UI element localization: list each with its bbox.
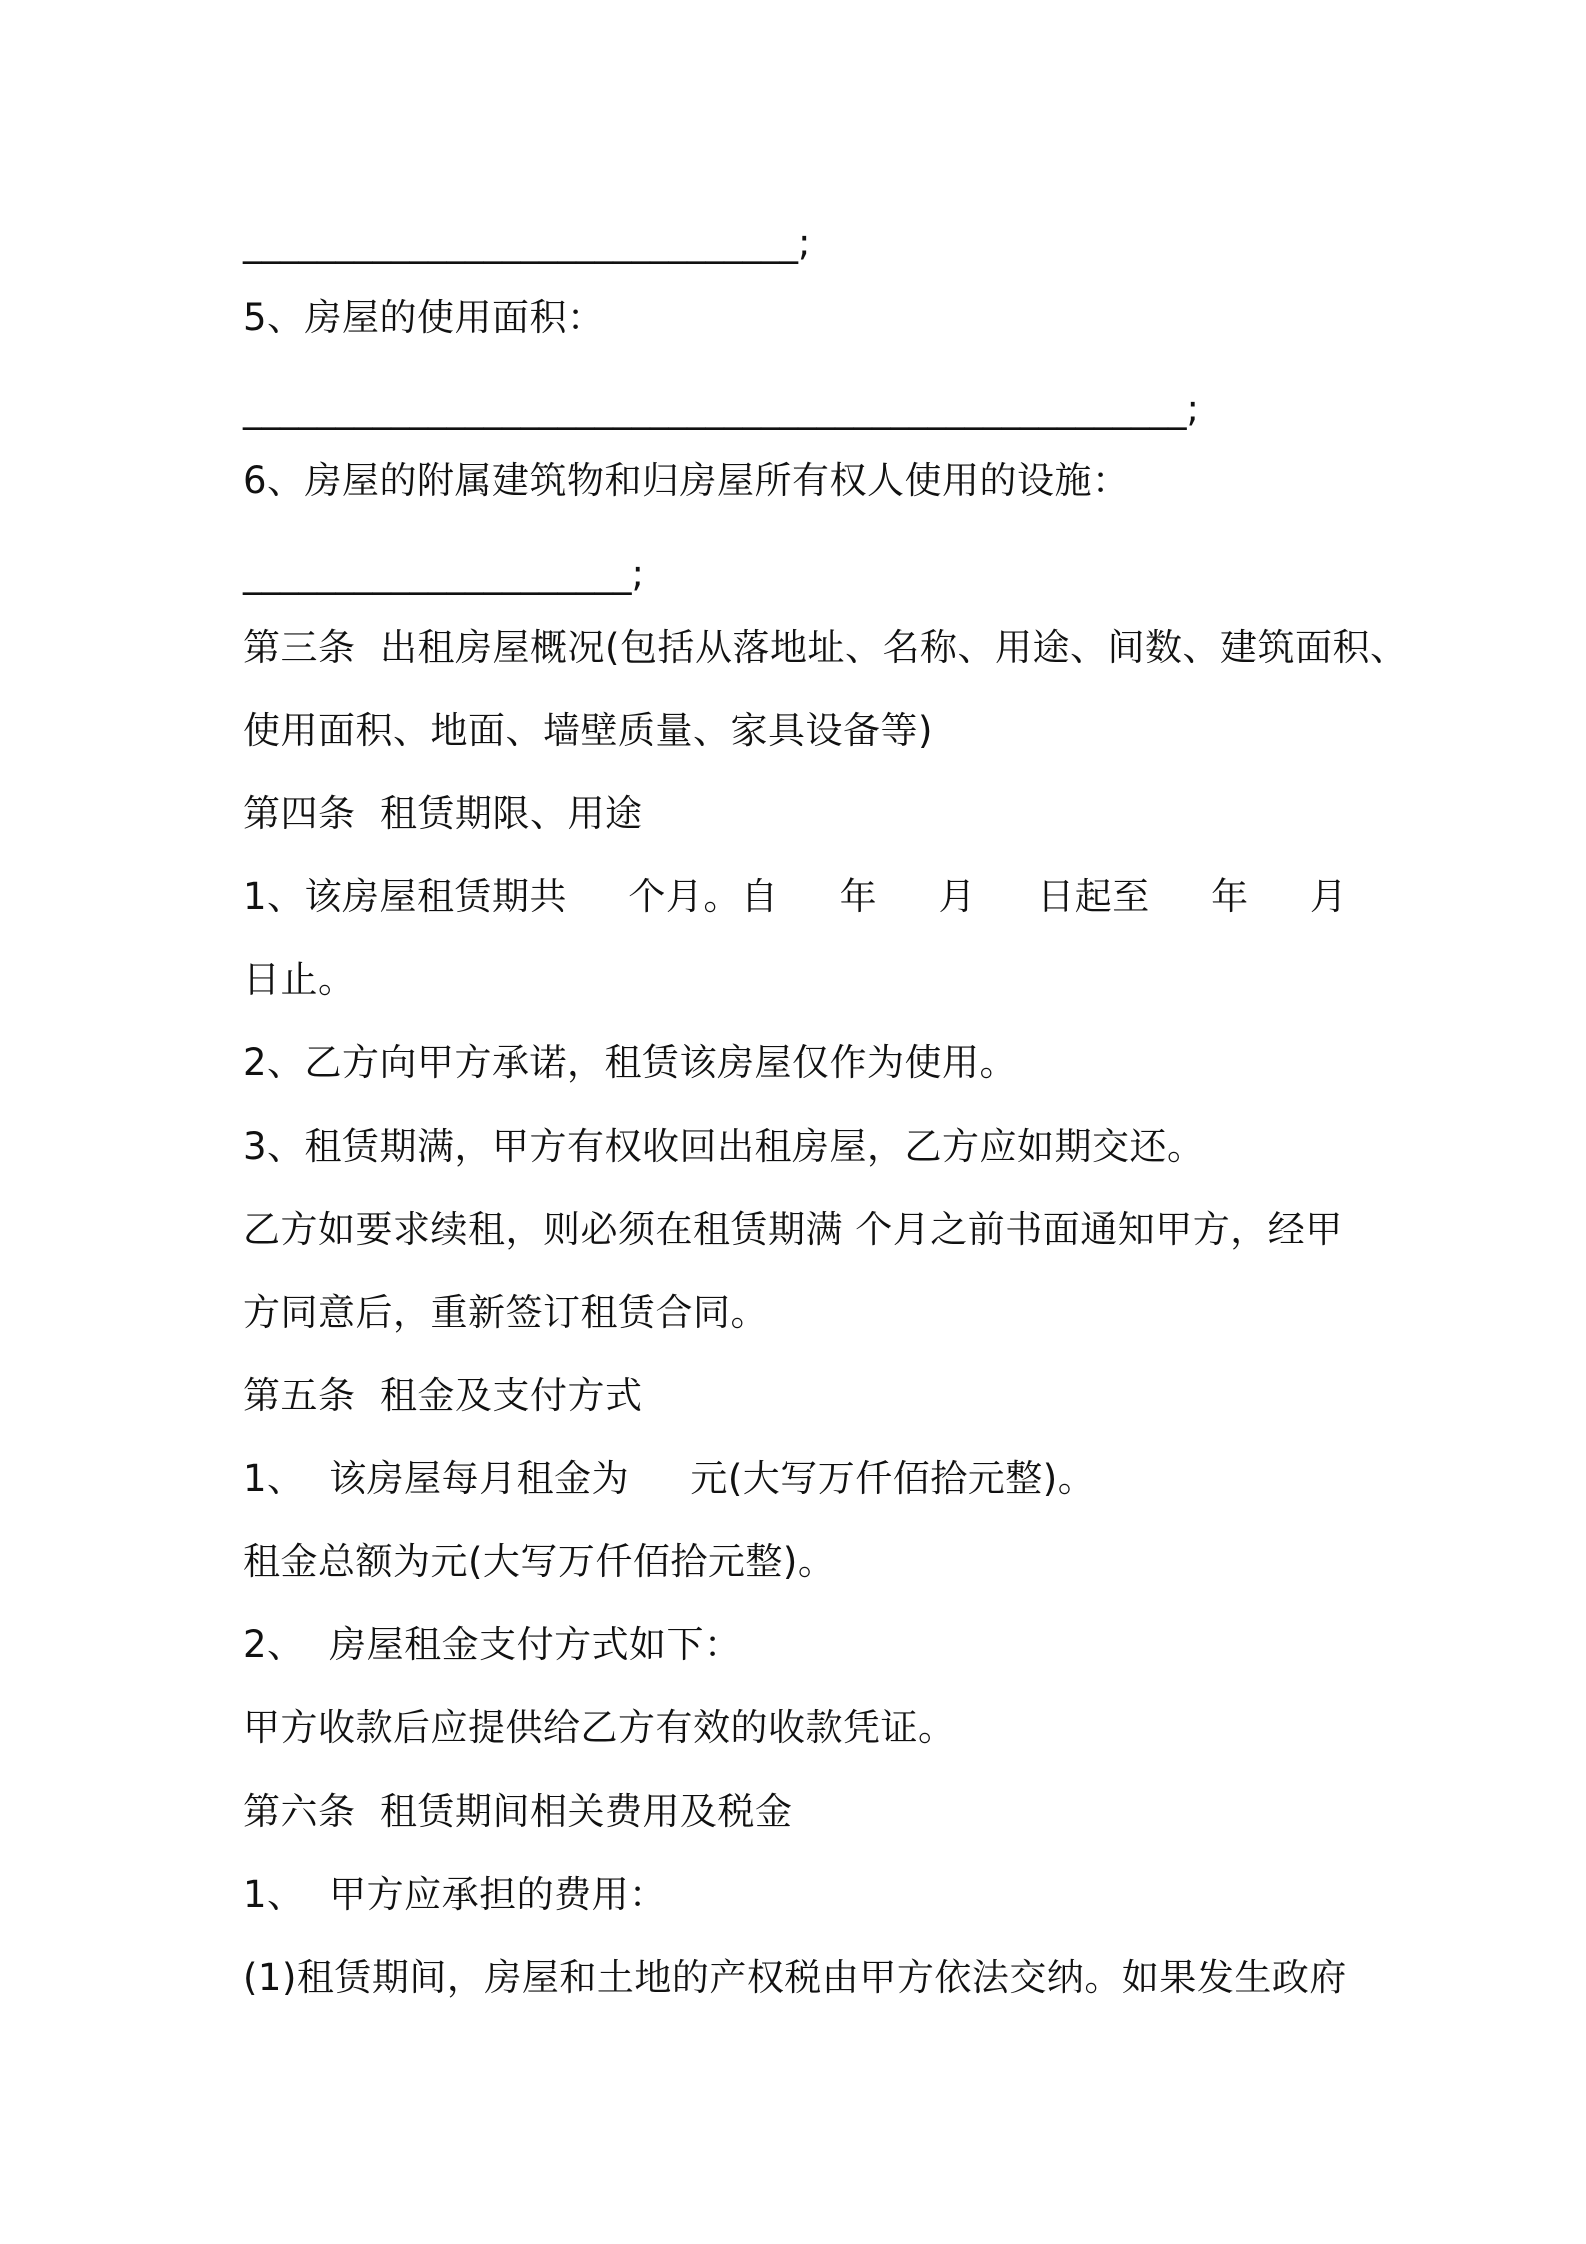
article-4-heading: 第四条 租赁期限、用途 <box>243 792 643 835</box>
clause-usable-area: 5、房屋的使用面积： <box>243 296 605 339</box>
clause-payment-method: 2、 房屋租金支付方式如下： <box>243 1623 742 1666</box>
clause-attached-facilities: 6、房屋的附属建筑物和归房屋所有权人使用的设施： <box>243 459 1130 502</box>
clause-total-rent: 租金总额为元(大写万仟佰拾元整)。 <box>243 1540 836 1583</box>
clause-usage-promise: 2、乙方向甲方承诺，租赁该房屋仅作为使用。 <box>243 1041 1018 1084</box>
blank-line-fill: _____________________; <box>243 552 644 595</box>
article-3-heading: 第三条 出租房屋概况(包括从落地址、名称、用途、间数、建筑面积、 <box>243 626 1408 669</box>
clause-renewal: 乙方如要求续租，则必须在租赁期满 个月之前书面通知甲方，经甲 <box>243 1208 1343 1251</box>
clause-receipt: 甲方收款后应提供给乙方有效的收款凭证。 <box>243 1706 956 1749</box>
blank-line-fill: ___________________________________________________; <box>243 387 1199 430</box>
article-6-heading: 第六条 租赁期间相关费用及税金 <box>243 1790 793 1833</box>
clause-term-expiry: 3、租赁期满，甲方有权收回出租房屋，乙方应如期交还。 <box>243 1125 1205 1168</box>
article-3-continuation: 使用面积、地面、墙壁质量、家具设备等) <box>243 709 933 752</box>
blank-line-fill: ______________________________; <box>243 221 811 264</box>
clause-lease-term-continuation: 日止。 <box>243 958 356 1001</box>
clause-lease-term: 1、该房屋租赁期共 个月。自 年 月 日起至 年 月 <box>243 875 1348 918</box>
clause-monthly-rent: 1、 该房屋每月租金为 元(大写万仟佰拾元整)。 <box>243 1457 1096 1500</box>
article-5-heading: 第五条 租金及支付方式 <box>243 1374 643 1417</box>
clause-renewal-continuation: 方同意后，重新签订租赁合同。 <box>243 1291 768 1334</box>
clause-landlord-fees: 1、 甲方应承担的费用： <box>243 1873 667 1916</box>
clause-property-tax: (1)租赁期间，房屋和土地的产权税由甲方依法交纳。如果发生政府 <box>243 1956 1347 1999</box>
